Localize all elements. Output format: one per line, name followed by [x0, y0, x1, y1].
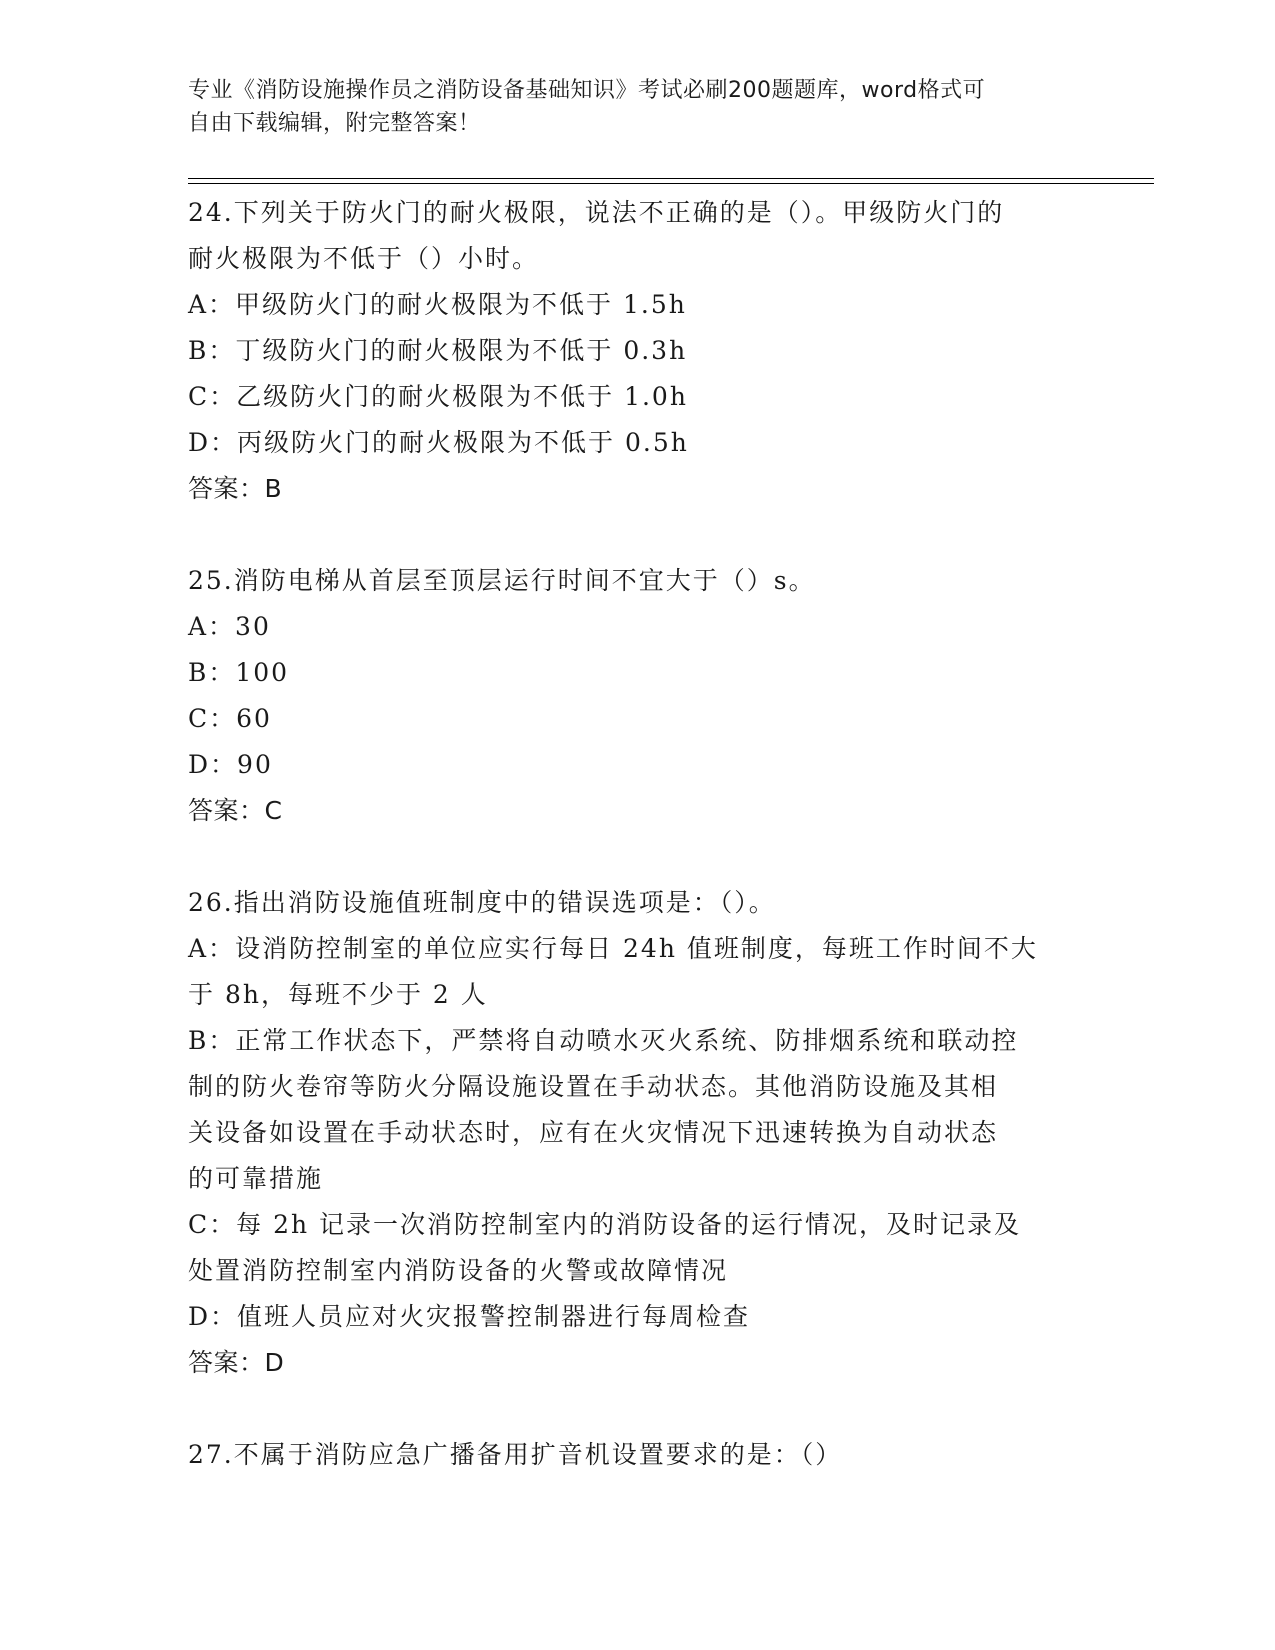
- spacer: [188, 1386, 1088, 1432]
- document-header: [188, 74, 1068, 140]
- spacer: [188, 512, 1088, 558]
- question-25: [188, 558, 1088, 834]
- header-rule-top: [188, 178, 1154, 179]
- option-line: 制的防火卷帘等防火分隔设施设置在手动状态。其他消防设施及其相: [188, 1072, 999, 1101]
- stem-line: 24.下列关于防火门的耐火极限，说法不正确的是（）。甲级防火门的: [188, 198, 1005, 227]
- option-b: [188, 1018, 1088, 1202]
- question-stem: [188, 190, 1088, 282]
- option-line: A：30: [188, 612, 271, 641]
- option-a: [188, 604, 1088, 650]
- header-line-1: 专业《消防设施操作员之消防设备基础知识》考试必刷200题题库，word格式可: [188, 78, 986, 103]
- option-line: D：值班人员应对火灾报警控制器进行每周检查: [188, 1302, 751, 1331]
- header-rule-bottom: [188, 183, 1154, 184]
- question-stem: [188, 558, 1088, 604]
- option-b: [188, 650, 1088, 696]
- stem-line: 26.指出消防设施值班制度中的错误选项是：（）。: [188, 888, 776, 917]
- stem-line: 27.不属于消防应急广播备用扩音机设置要求的是：（）: [188, 1440, 843, 1469]
- option-line: D：丙级防火门的耐火极限为不低于 0.5h: [188, 428, 689, 457]
- stem-line: 耐火极限为不低于（）小时。: [188, 244, 540, 273]
- option-line: 处置消防控制室内消防设备的火警或故障情况: [188, 1256, 729, 1285]
- option-d: [188, 420, 1088, 466]
- question-26: [188, 880, 1088, 1386]
- option-c: [188, 696, 1088, 742]
- header-line-2: 自由下载编辑，附完整答案！: [188, 111, 481, 136]
- option-line: 于 8h，每班不少于 2 人: [188, 980, 488, 1009]
- option-line: C：乙级防火门的耐火极限为不低于 1.0h: [188, 382, 688, 411]
- stem-line: 25.消防电梯从首层至顶层运行时间不宜大于（）s。: [188, 566, 816, 595]
- option-line: C：每 2h 记录一次消防控制室内的消防设备的运行情况，及时记录及: [188, 1210, 1022, 1239]
- option-line: C：60: [188, 704, 272, 733]
- question-stem: [188, 1432, 1088, 1478]
- option-line: D：90: [188, 750, 273, 779]
- answer: 答案：C: [188, 796, 283, 825]
- answer: 答案：D: [188, 1348, 285, 1377]
- option-b: [188, 328, 1088, 374]
- option-a: [188, 282, 1088, 328]
- option-line: B：丁级防火门的耐火极限为不低于 0.3h: [188, 336, 688, 365]
- question-27: [188, 1432, 1088, 1478]
- spacer: [188, 834, 1088, 880]
- question-stem: [188, 880, 1088, 926]
- question-24: [188, 190, 1088, 512]
- option-a: [188, 926, 1088, 1018]
- option-line: B：100: [188, 658, 290, 687]
- answer: 答案：B: [188, 474, 283, 503]
- option-line: 的可靠措施: [188, 1164, 324, 1193]
- option-line: A：设消防控制室的单位应实行每日 24h 值班制度，每班工作时间不大: [188, 934, 1038, 963]
- option-c: [188, 1202, 1088, 1294]
- question-list: [188, 190, 1088, 1478]
- option-line: A：甲级防火门的耐火极限为不低于 1.5h: [188, 290, 687, 319]
- option-d: [188, 1294, 1088, 1340]
- option-c: [188, 374, 1088, 420]
- option-line: B：正常工作状态下，严禁将自动喷水灭火系统、防排烟系统和联动控: [188, 1026, 1019, 1055]
- option-d: [188, 742, 1088, 788]
- option-line: 关设备如设置在手动状态时，应有在火灾情况下迅速转换为自动状态: [188, 1118, 999, 1147]
